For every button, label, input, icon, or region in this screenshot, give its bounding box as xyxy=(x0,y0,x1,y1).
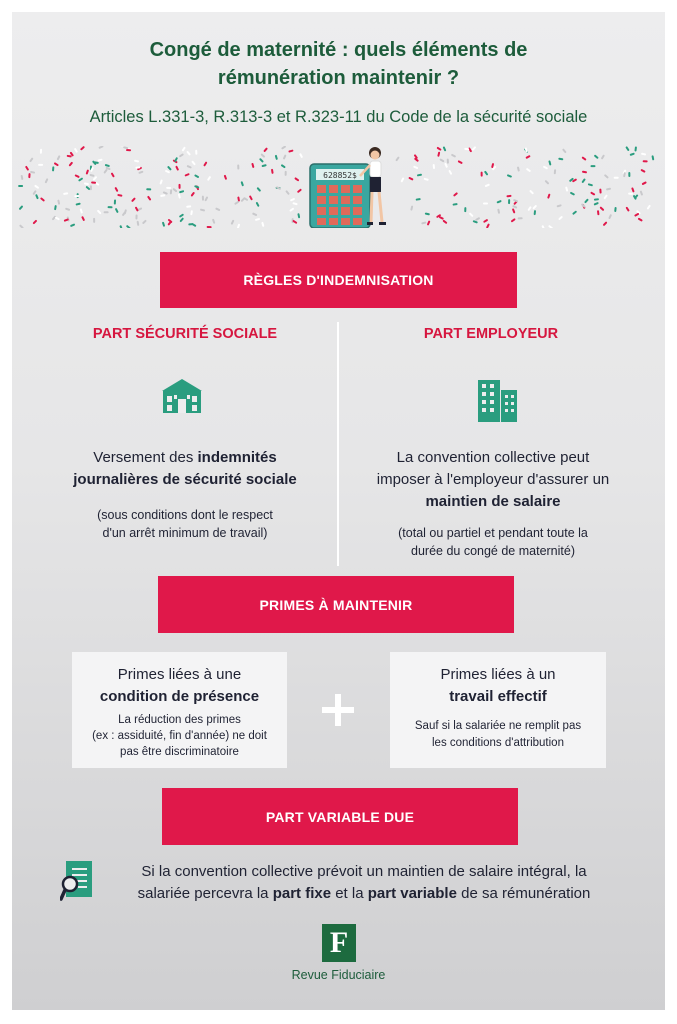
confetti-piece xyxy=(174,157,178,162)
confetti-piece xyxy=(527,206,531,211)
confetti-piece xyxy=(443,146,447,151)
confetti-piece xyxy=(599,189,601,194)
confetti-piece xyxy=(178,193,181,198)
office-buildings-icon xyxy=(476,378,520,424)
confetti-piece xyxy=(207,226,212,228)
confetti-piece xyxy=(507,174,512,178)
confetti-piece xyxy=(105,164,110,167)
confetti-piece xyxy=(38,164,43,166)
confetti-piece xyxy=(114,187,118,192)
confetti-piece xyxy=(581,156,586,161)
confetti-piece xyxy=(548,160,551,165)
part-variable-line2-c: de sa rémunération xyxy=(456,885,591,902)
confetti-piece xyxy=(281,164,286,168)
confetti-piece xyxy=(142,220,147,225)
confetti-piece xyxy=(451,154,456,158)
confetti-piece xyxy=(453,192,458,197)
confetti-piece xyxy=(630,153,635,157)
confetti-piece xyxy=(518,217,523,219)
confetti-piece xyxy=(285,171,287,176)
confetti-piece xyxy=(288,149,293,152)
confetti-piece xyxy=(473,220,478,223)
confetti-piece xyxy=(543,166,548,170)
confetti-piece xyxy=(511,218,516,223)
confetti-piece xyxy=(562,148,567,153)
part-variable-text xyxy=(104,861,624,905)
confetti-piece xyxy=(275,155,278,160)
government-building-icon xyxy=(160,377,204,415)
confetti-piece xyxy=(638,218,643,222)
confetti-piece xyxy=(34,185,39,189)
confetti-piece xyxy=(98,146,103,149)
confetti-piece xyxy=(581,178,586,183)
confetti-piece xyxy=(625,207,629,212)
brand-name: Revue Fiduciaire xyxy=(291,968,386,982)
banner-regles-indemnisation: RÈGLES D'INDEMNISATION xyxy=(160,252,517,308)
securite-sociale-line1-bold: indemnités xyxy=(197,449,277,466)
confetti-piece xyxy=(89,174,94,177)
confetti-piece xyxy=(582,171,587,174)
confetti-piece xyxy=(251,163,254,168)
confetti-piece xyxy=(297,213,300,218)
confetti-piece xyxy=(179,190,184,193)
confetti-piece xyxy=(512,208,516,213)
confetti-piece xyxy=(111,172,115,177)
confetti-piece xyxy=(294,177,299,181)
confetti-piece xyxy=(588,183,593,186)
confetti-piece xyxy=(167,166,172,171)
page-subtitle: Articles L.331-3, R.313-3 et R.323-11 du Code de la sécurité sociale xyxy=(89,108,588,126)
confetti-piece xyxy=(590,165,595,167)
confetti-piece xyxy=(260,153,265,158)
confetti-piece xyxy=(416,198,421,201)
confetti-piece xyxy=(484,171,489,176)
confetti-piece xyxy=(634,213,639,217)
confetti-piece xyxy=(200,209,205,212)
confetti-piece xyxy=(452,203,457,206)
confetti-piece xyxy=(74,148,78,153)
confetti-piece xyxy=(97,210,102,215)
confetti-piece xyxy=(486,223,490,228)
confetti-piece xyxy=(172,188,177,193)
confetti-piece xyxy=(80,146,85,151)
confetti-piece xyxy=(628,193,633,195)
confetti-piece xyxy=(107,206,112,208)
part-variable-line2-a: salariée percevra la xyxy=(137,885,273,902)
part-fixe-bold: part fixe xyxy=(272,885,332,902)
confetti-piece xyxy=(57,155,61,160)
confetti-piece xyxy=(496,200,501,204)
confetti-piece xyxy=(19,205,24,210)
confetti-piece xyxy=(190,210,193,215)
confetti-piece xyxy=(526,168,531,173)
part-variable-bold: part variable xyxy=(367,885,457,902)
confetti-piece xyxy=(256,202,260,207)
confetti-piece xyxy=(433,164,436,169)
confetti-piece xyxy=(424,178,429,181)
confetti-piece xyxy=(146,188,151,190)
confetti-piece xyxy=(126,225,131,228)
confetti-piece xyxy=(252,212,257,216)
confetti-piece xyxy=(181,146,185,151)
confetti-piece xyxy=(544,180,549,185)
part-variable-line2-b: et la xyxy=(331,885,368,902)
confetti-piece xyxy=(30,171,35,174)
confetti-piece xyxy=(32,219,37,224)
heading-part-securite-sociale: PART SÉCURITÉ SOCIALE xyxy=(92,326,278,342)
confetti-piece xyxy=(475,217,480,221)
employeur-line3-bold: maintien de salaire xyxy=(425,493,561,510)
confetti-piece xyxy=(558,216,563,221)
confetti-piece xyxy=(603,221,608,226)
confetti-piece xyxy=(78,177,83,181)
confetti-piece xyxy=(186,205,191,208)
confetti-piece xyxy=(195,150,197,155)
confetti-piece xyxy=(55,216,60,220)
confetti-piece xyxy=(439,216,444,220)
confetti-piece xyxy=(640,190,644,195)
confetti-piece xyxy=(85,186,90,191)
confetti-piece xyxy=(646,205,651,210)
confetti-piece xyxy=(413,166,418,170)
confetti-piece xyxy=(54,205,57,210)
confetti-piece xyxy=(508,199,510,204)
confetti-piece xyxy=(21,175,24,180)
confetti-piece xyxy=(642,181,647,185)
confetti-piece xyxy=(481,172,483,177)
confetti-piece xyxy=(45,178,49,183)
confetti-piece xyxy=(483,203,488,205)
confetti-piece xyxy=(599,206,604,211)
primes-presence-note-line3: pas être discriminatoire xyxy=(120,746,239,758)
calculator-display: 628852$ xyxy=(323,171,357,180)
confetti-piece xyxy=(439,158,444,162)
confetti-piece xyxy=(651,155,654,160)
confetti-piece xyxy=(625,146,629,151)
confetti-piece xyxy=(137,221,140,226)
confetti-piece xyxy=(506,195,511,198)
confetti-piece xyxy=(271,169,274,174)
confetti-piece xyxy=(231,220,235,225)
confetti-piece xyxy=(163,191,168,195)
confetti-piece xyxy=(35,194,39,199)
confetti-piece xyxy=(75,203,80,206)
confetti-piece xyxy=(134,160,139,163)
employeur-note-line2: durée du congé de maternité) xyxy=(411,544,575,558)
securite-sociale-text xyxy=(40,447,330,491)
heading-part-employeur: PART EMPLOYEUR xyxy=(423,326,559,342)
confetti-piece xyxy=(40,149,42,154)
confetti-piece xyxy=(297,188,302,193)
confetti-piece xyxy=(485,184,490,188)
confetti-piece xyxy=(597,210,600,215)
confetti-piece xyxy=(558,158,563,161)
confetti-piece xyxy=(290,198,295,202)
securite-sociale-note-line2: d'un arrêt minimum de travail) xyxy=(102,526,268,540)
confetti-piece xyxy=(289,207,294,212)
confetti-piece xyxy=(604,174,609,179)
confetti-piece xyxy=(448,170,452,175)
confetti-piece xyxy=(243,197,248,201)
confetti-piece xyxy=(237,224,241,228)
confetti-piece xyxy=(608,214,612,219)
primes-presence-box xyxy=(72,652,287,768)
primes-presence-line1: Primes liées à une xyxy=(117,666,242,683)
primes-travail-note-line2: les conditions d'attribution xyxy=(432,737,564,749)
confetti-piece xyxy=(570,192,575,196)
confetti-piece xyxy=(67,155,72,158)
confetti-piece xyxy=(417,174,422,177)
primes-travail-note-line1: Sauf si la salariée ne remplit pas xyxy=(414,720,582,732)
column-divider xyxy=(337,322,339,566)
confetti-piece xyxy=(191,160,196,165)
confetti-piece xyxy=(159,179,163,184)
confetti-piece xyxy=(400,177,404,182)
primes-travail-line2-bold: travail effectif xyxy=(449,688,547,705)
confetti-piece xyxy=(18,185,23,187)
employeur-text xyxy=(348,447,638,513)
primes-travail-box xyxy=(390,652,606,768)
confetti-piece xyxy=(29,157,34,162)
confetti-piece xyxy=(447,159,449,164)
document-magnifier-icon xyxy=(60,860,96,902)
confetti-piece xyxy=(237,165,239,170)
confetti-piece xyxy=(281,146,286,150)
confetti-piece xyxy=(103,169,108,174)
confetti-piece xyxy=(614,207,617,212)
confetti-piece xyxy=(594,154,599,159)
confetti-piece xyxy=(261,222,264,227)
confetti-piece xyxy=(166,187,171,189)
confetti-piece xyxy=(556,204,561,207)
securite-sociale-line1-plain: Versement des xyxy=(93,449,198,466)
employeur-note-line1: (total ou partiel et pendant toute la xyxy=(398,526,588,540)
confetti-piece xyxy=(204,196,208,201)
confetti-piece xyxy=(643,160,648,162)
confetti-piece xyxy=(165,170,170,174)
title-line-1: Congé de maternité : quels éléments de xyxy=(149,39,528,61)
part-variable-line1: Si la convention collective prévoit un maintien de salaire intégral, la xyxy=(141,863,587,880)
confetti-piece xyxy=(497,209,500,214)
confetti-piece xyxy=(437,152,440,157)
confetti-piece xyxy=(179,184,181,189)
confetti-piece xyxy=(427,220,431,225)
confetti-piece xyxy=(74,195,79,197)
confetti-piece xyxy=(436,147,441,151)
confetti-piece xyxy=(19,224,24,228)
confetti-piece xyxy=(547,193,551,198)
confetti-piece xyxy=(554,169,557,174)
confetti-piece xyxy=(534,210,537,215)
confetti-piece xyxy=(54,162,59,166)
confetti-piece xyxy=(194,174,199,178)
confetti-piece xyxy=(421,221,426,224)
confetti-piece xyxy=(202,196,204,201)
confetti-piece xyxy=(565,186,568,191)
confetti-piece xyxy=(631,187,635,192)
confetti-piece xyxy=(458,160,463,164)
confetti-piece xyxy=(628,172,630,177)
primes-presence-note-line2: (ex : assiduité, fin d'année) ne doit xyxy=(92,730,267,742)
confetti-piece xyxy=(634,146,637,151)
confetti-piece xyxy=(114,199,116,204)
confetti-piece xyxy=(147,196,152,201)
confetti-piece xyxy=(184,173,189,177)
confetti-piece xyxy=(601,154,605,159)
confetti-piece xyxy=(408,177,413,181)
confetti-piece xyxy=(115,208,119,213)
confetti-piece xyxy=(237,196,240,201)
confetti-piece xyxy=(93,218,95,223)
confetti-piece xyxy=(40,197,45,202)
confetti-piece xyxy=(52,166,54,171)
confetti-piece xyxy=(84,182,89,185)
confetti-piece xyxy=(64,218,69,222)
confetti-piece xyxy=(529,190,534,195)
confetti-piece xyxy=(91,181,96,183)
confetti-piece xyxy=(117,194,122,197)
confetti-piece xyxy=(175,166,179,171)
page-title xyxy=(0,36,677,92)
securite-sociale-note xyxy=(40,506,330,542)
confetti-piece xyxy=(179,217,184,222)
confetti-piece xyxy=(261,164,266,167)
confetti-piece xyxy=(68,162,73,167)
confetti-piece xyxy=(170,189,173,194)
confetti-piece xyxy=(255,218,260,221)
confetti-piece xyxy=(131,197,136,202)
primes-travail-line1: Primes liées à un xyxy=(440,666,556,683)
confetti-piece xyxy=(63,192,68,195)
confetti-piece xyxy=(187,165,192,169)
confetti-piece xyxy=(276,186,281,190)
confetti-piece xyxy=(90,185,92,190)
primes-presence-note-line1: La réduction des primes xyxy=(118,714,241,726)
confetti-piece xyxy=(135,214,137,219)
confetti-piece xyxy=(299,153,303,158)
title-line-2: rémunération maintenir ? xyxy=(217,67,460,89)
confetti-piece xyxy=(283,154,287,159)
employeur-line1: La convention collective peut xyxy=(396,449,590,466)
confetti-piece xyxy=(25,166,29,171)
confetti-piece xyxy=(123,146,128,149)
confetti-piece xyxy=(263,147,268,152)
confetti-piece xyxy=(86,169,90,174)
confetti-piece xyxy=(584,198,589,203)
confetti-piece xyxy=(234,201,239,205)
confetti-piece xyxy=(241,181,245,186)
plus-icon xyxy=(320,692,356,728)
confetti-piece xyxy=(190,192,195,197)
confetti-piece xyxy=(97,159,102,162)
confetti-piece xyxy=(292,202,297,205)
confetti-piece xyxy=(614,177,619,179)
confetti-piece xyxy=(179,213,184,217)
confetti-piece xyxy=(160,194,165,197)
securite-sociale-note-line1: (sous conditions dont le respect xyxy=(97,508,273,522)
confetti-piece xyxy=(179,153,184,157)
confetti-piece xyxy=(640,169,645,173)
confetti-piece xyxy=(603,194,608,199)
confetti-piece xyxy=(224,175,228,180)
confetti-piece xyxy=(590,192,595,196)
confetti-piece xyxy=(104,211,109,213)
confetti-illustration xyxy=(18,146,659,228)
confetti-piece xyxy=(256,187,261,192)
employeur-line2: imposer à l'employeur d'assurer un xyxy=(376,471,610,488)
confetti-piece xyxy=(594,198,599,201)
confetti-piece xyxy=(162,222,165,227)
confetti-piece xyxy=(517,166,520,171)
confetti-piece xyxy=(532,205,537,210)
confetti-piece xyxy=(70,223,75,227)
securite-sociale-line2-bold: journalières de sécurité sociale xyxy=(73,471,297,488)
confetti-piece xyxy=(259,158,264,163)
confetti-piece xyxy=(483,219,488,223)
confetti-piece xyxy=(249,195,253,200)
confetti-piece xyxy=(138,171,143,174)
confetti-piece xyxy=(606,188,611,191)
confetti-piece xyxy=(28,173,30,178)
confetti-piece xyxy=(203,161,207,166)
confetti-piece xyxy=(442,220,447,225)
confetti-piece xyxy=(119,225,123,228)
confetti-piece xyxy=(285,190,290,195)
confetti-piece xyxy=(541,225,545,228)
confetti-piece xyxy=(410,205,413,210)
confetti-piece xyxy=(65,208,70,212)
confetti-piece xyxy=(215,207,220,211)
revue-fiduciaire-logo: F xyxy=(322,924,356,962)
confetti-piece xyxy=(641,153,646,156)
confetti-piece xyxy=(80,208,83,213)
confetti-piece xyxy=(572,210,577,215)
confetti-piece xyxy=(74,174,79,178)
confetti-piece xyxy=(594,202,599,206)
primes-presence-line2-bold: condition de présence xyxy=(99,688,260,705)
banner-primes-a-maintenir: PRIMES À MAINTENIR xyxy=(158,576,514,633)
confetti-piece xyxy=(548,225,553,228)
confetti-piece xyxy=(212,219,216,224)
confetti-piece xyxy=(207,176,211,181)
confetti-piece xyxy=(464,207,466,212)
banner-part-variable-due: PART VARIABLE DUE xyxy=(162,788,518,845)
confetti-piece xyxy=(525,155,530,159)
confetti-piece xyxy=(395,156,400,161)
confetti-piece xyxy=(469,212,474,217)
confetti-piece xyxy=(57,200,60,205)
employeur-note xyxy=(348,524,638,560)
confetti-piece xyxy=(126,149,131,151)
confetti-piece xyxy=(186,151,191,156)
confetti-piece xyxy=(81,216,85,221)
confetti-piece xyxy=(425,212,430,215)
confetti-piece xyxy=(188,223,193,225)
confetti-piece xyxy=(472,146,477,151)
confetti-piece xyxy=(512,205,517,209)
